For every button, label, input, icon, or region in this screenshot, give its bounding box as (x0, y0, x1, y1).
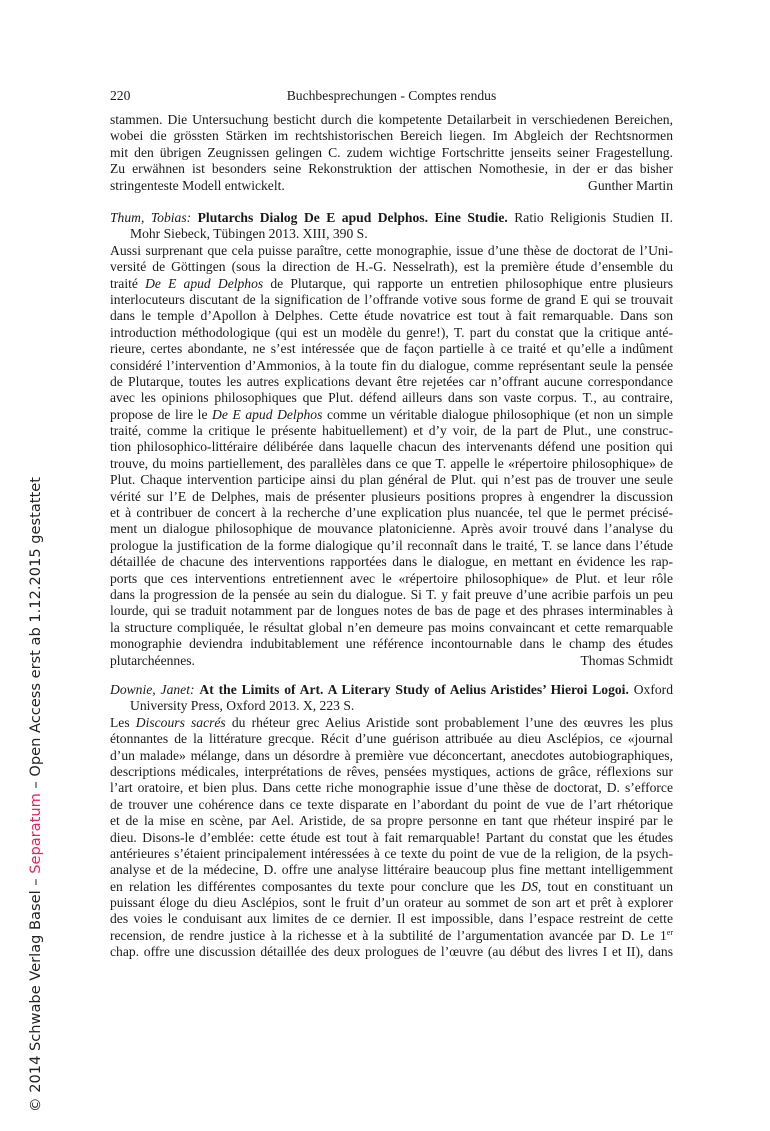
body-line (110, 653, 673, 669)
text-run: plutarchéennes. (110, 652, 195, 668)
body-line (110, 243, 673, 259)
text-run: stammen. Die Untersuchung besticht durch die kompetente Detailarbeit in verschiedenen Bereichen, (110, 112, 673, 127)
text-run: stringenteste Modell entwickelt. (110, 177, 285, 193)
body-line (110, 489, 673, 505)
body-line (110, 358, 673, 374)
text-run: et à contribuer de concert à la recherche d’une explication plus nuancée, tel que le permet précisé- (110, 505, 673, 521)
text-run: descriptions médicales, interprétations de rêves, pensées mystiques, actions de grâce, réflexions sur (110, 763, 673, 779)
body-line (110, 456, 673, 472)
body-line (110, 325, 673, 341)
text-run: , tout en constituant un (537, 878, 673, 894)
review-conclusion-martin (110, 112, 673, 194)
text-run: de Plutarque, toutes les autres explications devant être rejetées car n’offrant aucune correspondance (110, 373, 673, 389)
body-line (110, 748, 673, 764)
review-thum (110, 210, 673, 669)
text-run: prologue la justification de la forme dialogique qu’il reconnaît dans le traité, T. se lance dans l’étude (110, 537, 673, 553)
body-line (110, 911, 673, 927)
italic-text: Thum, Tobias: (110, 210, 192, 225)
body-line (110, 879, 673, 895)
body-line (110, 341, 673, 357)
text-run: traité, comme la critique le présente habituellement) et d’y voir, de la part de Plut., une construc- (110, 423, 673, 439)
text-run: Zu erwähnen ist besonders seine Rekonstruktion der attischen Nomothesie, in der er das bisher (110, 161, 673, 177)
body-line (110, 636, 673, 652)
body-line (110, 276, 673, 292)
text-run: chap. offre une discussion détaillée des deux prologues de l’œuvre (au début des livres I et II), dans (110, 944, 673, 960)
body-line (110, 944, 673, 960)
body-line (110, 538, 673, 554)
body-line (110, 161, 673, 177)
text-run: trouve, du moins partiellement, des parallèles dans ce que T. appelle le «répertoire philosophique» de (110, 455, 673, 471)
text-run: tion philosophico-littéraire délibérée dans laquelle chacun des intervenants défend une position qui (110, 439, 673, 455)
text-run: recension, de rendre justice à la richesse et à la subtilité de l’argumentation avancée par D. Le 1 (110, 927, 667, 943)
body-line (110, 374, 673, 390)
body-line (110, 571, 673, 587)
body-line (110, 830, 673, 846)
text-run: traité (110, 275, 146, 291)
body-line (110, 145, 673, 161)
text-run: comme un véritable dialogue philosophique (et non un simple (322, 406, 673, 422)
text-run: détaillée de chacune des interventions rapportées dans le dialogue, en mettant en évidence les rap- (110, 554, 673, 570)
text-run: dans le temple d’Apollon à Delphes. Cette étude novatrice est tout à fait remarquable. Dans son (110, 308, 673, 324)
body-line (110, 846, 673, 862)
reviewer-signature: Thomas Schmidt (580, 652, 673, 668)
running-title: Buchbesprechungen - Comptes rendus (286, 88, 497, 103)
text-run: de trouver une cohérence dans ce texte disparate en l’abordant du point de vue de l’art rhétorique (110, 796, 673, 812)
body-line (110, 390, 673, 406)
open-access-text: – Open Access erst ab 1.12.2015 gestattet (27, 477, 44, 794)
text-run: vérité sur l’E de Delphes, mais de présenter plusieurs positions propres à engendrer la discussion (110, 488, 673, 504)
body-line (110, 112, 673, 128)
text-run: l’art oratoire, et bien plus. Dans cette riche monographie issue d’une thèse de doctorat, D. s’efforce (110, 780, 673, 796)
italic-text: Downie, Janet: (110, 682, 195, 697)
text-run: analyse et de la médecine, D. offre une analyse littéraire beaucoup plus fine mettant intelligemment (110, 862, 673, 878)
text-run: er (666, 927, 673, 937)
body-line (110, 128, 673, 144)
text-run: lourde, qui se traduit notamment par de longues notes de bas de page et des phrases interminables à (110, 603, 673, 619)
text-run: rieure, certes abondante, ne s’est intéressée que de façon partielle à ce traité et qu’elle a indûment (110, 341, 673, 357)
body-line (110, 928, 673, 944)
body-line (110, 780, 673, 796)
body-line (110, 764, 673, 780)
book-title: Plutarchs Dialog De E apud Delphos. Eine Studie. (197, 210, 508, 225)
text-run: Mohr Siebeck, Tübingen 2013. XIII, 390 S. (130, 226, 368, 242)
body-line (110, 620, 673, 636)
body-line (110, 472, 673, 488)
text-run: interlocuteurs discutant de la signification de l’offrande votive sous forme de grand E qui se trouvait (110, 291, 673, 307)
body-line (110, 813, 673, 829)
body-line (110, 895, 673, 911)
text-run: dans la progression de la pensée au sein du dialogue. Si T. y fait preuve d’une acribie parfois un peu (110, 586, 673, 602)
review-heading-line (110, 698, 673, 714)
review-heading-line (110, 226, 673, 242)
text-run: ports que ces interventions entretiennent avec le «répertoire philosophique» de Plut. et leur rôle (110, 570, 673, 586)
text-run: Les (110, 714, 136, 730)
text-run: considéré l’intervention d’Ammonios, à la toute fin du dialogue, comme représentant seule la pensée (110, 357, 673, 373)
body-line (110, 308, 673, 324)
text-run: et de la mise en scène, par Ael. Aristide, de sa propre personne en tant que rhéteur inspiré par le (110, 813, 673, 829)
review-heading-line (110, 210, 673, 226)
body-line (110, 423, 673, 439)
text-run: la structure compliquée, le résultat global n’en demeure pas moins convaincant et cette remarquable (110, 619, 673, 635)
body-line (110, 178, 673, 194)
review-downie (110, 682, 673, 961)
text-run: en relation les différentes composantes du texte pour conclure que les (110, 878, 522, 894)
text-run: d’un malade» mélange, dans un désordre à première vue déconcertant, anecdotes autobiographiques, (110, 747, 673, 763)
text-run: étonnantes de la littérature grecque. Récit d’une guérison attribuée au dieu Asclépios, ce «journal (110, 731, 673, 747)
text-run: de Plutarque, qui rapporte un entretien philosophique entre plusieurs (263, 275, 673, 291)
body-line (110, 521, 673, 537)
text-run: versité de Göttingen (sous la direction de H.-G. Nesselrath), est la première étude d’ensemble du (110, 259, 673, 275)
text-run: Oxford (628, 682, 673, 697)
page-number: 220 (110, 88, 131, 103)
text-run: des voies le conduisant aux limites de ce dernier. Il est impossible, dans l’espace restreint de cette (110, 911, 673, 927)
text-run: introduction méthodologique (qui est un modèle du genre!), T. part du constat que la critique anté- (110, 324, 673, 340)
text-run: Plut. Chaque intervention participe ainsi du plan général de Plut. qui n’est pas de trouver une seule (110, 472, 673, 488)
body-line (110, 731, 673, 747)
text-run: mit den übrigen Zeugnissen gelingen C. zudem wichtige Fortschritte jenseits seiner Fragestellung. (110, 144, 673, 160)
body-line (110, 862, 673, 878)
body-line (110, 292, 673, 308)
body-line (110, 715, 673, 731)
running-head (110, 87, 673, 104)
copyright-text: © 2014 Schwabe Verlag Basel – (27, 873, 44, 1112)
italic-text: DS (521, 878, 538, 894)
copyright-sidebar (26, 477, 45, 1112)
body-line (110, 554, 673, 570)
body-line (110, 407, 673, 423)
reviewer-signature: Gunther Martin (588, 177, 673, 193)
text-run: avec les opinions philosophiques que Plut. défend ailleurs dans son vaste corpus. T., au contraire, (110, 390, 673, 406)
review-heading-line (110, 682, 673, 698)
text-run: monographie deviendra indubitablement une référence incontournable dans le champ des études (110, 636, 673, 652)
body-line (110, 603, 673, 619)
text-run: wobei die grössten Stärken im rechtshistorischen Bereich liegen. Im Abgleich der Rechtsnormen (110, 128, 673, 144)
text-run: du rhéteur grec Aelius Aristide sont probablement l’une des œuvres les plus (225, 714, 673, 730)
text-run: dieu. Disons-le d’emblée: cette étude est tout à fait remarquable! Partant du constat que les études (110, 829, 673, 845)
text-run: propose de lire le (110, 406, 213, 422)
text-run: antérieures s’étaient principalement intéressées à ce texte du point de vue de la religion, de la psych- (110, 845, 673, 861)
text-run: ment un dialogue philosophique de mouvance platonicienne. Après avoir trouvé dans l’analyse du (110, 521, 673, 537)
text-run: University Press, Oxford 2013. X, 223 S. (130, 698, 355, 714)
body-line (110, 587, 673, 603)
text-run: puissant éloge du dieu Asclépios, sont le fruit d’un orateur au sommet de son art et prêt à explorer (110, 895, 673, 911)
italic-text: De E apud Delphos (145, 275, 264, 291)
body-line (110, 505, 673, 521)
text-run: Ratio Religionis Studien II. (507, 210, 673, 225)
body-line (110, 259, 673, 275)
italic-text: De E apud Delphos (212, 406, 323, 422)
text-run: Aussi surprenant que cela puisse paraître, cette monographie, issue d’une thèse de doctorat de l’Uni- (110, 242, 673, 258)
body-line (110, 439, 673, 455)
separatum-label: Separatum (27, 793, 44, 874)
italic-text: Discours sacrés (135, 714, 226, 730)
body-line (110, 797, 673, 813)
book-title: At the Limits of Art. A Literary Study of Aelius Aristides’ Hieroi Logoi. (199, 682, 629, 697)
